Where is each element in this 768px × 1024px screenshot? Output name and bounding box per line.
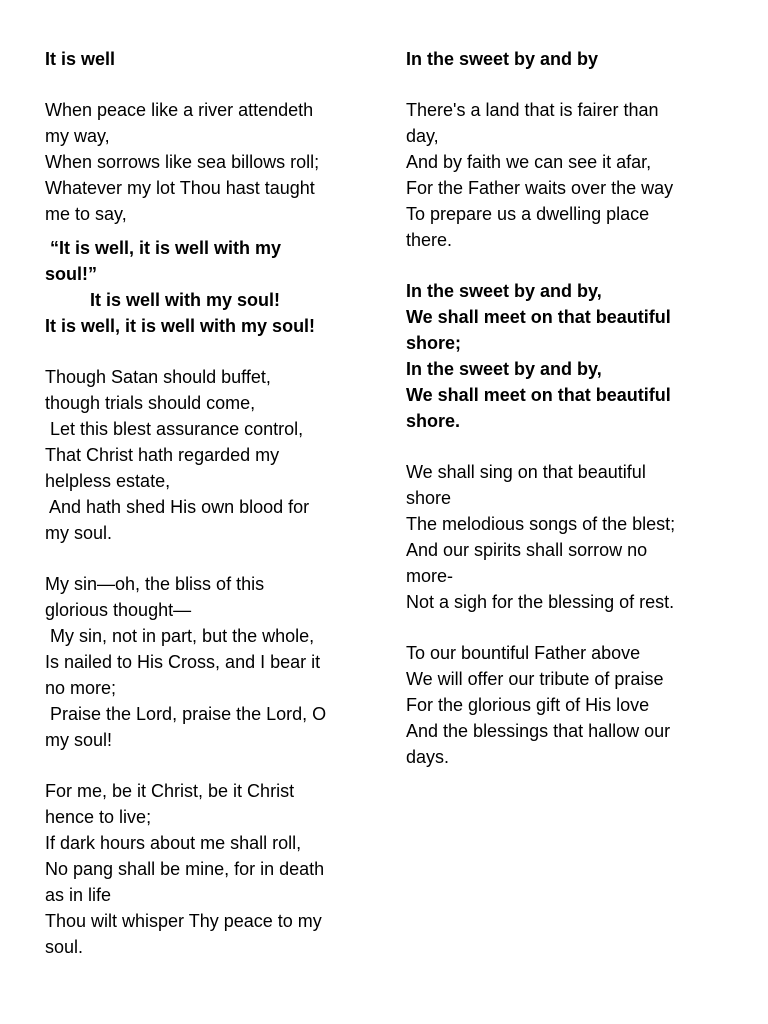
chorus-line: “It is well, it is well with my	[45, 238, 282, 258]
lyric-line: my soul!	[45, 730, 113, 750]
lyric-line: My sin, not in part, but the whole,	[45, 626, 315, 646]
chorus	[406, 278, 726, 434]
lyric-line: Whatever my lot Thou hast taught	[45, 178, 315, 198]
chorus-line: shore.	[406, 411, 461, 431]
lyric-line: day,	[406, 126, 439, 146]
chorus-line: It is well with my soul!	[90, 290, 281, 310]
lyric-line: no more;	[45, 678, 117, 698]
hymn-sweet-by-and-by	[406, 46, 726, 795]
lyric-line: We will offer our tribute of praise	[406, 669, 664, 689]
lyric-line: helpless estate,	[45, 471, 171, 491]
chorus-line: It is well, it is well with my soul!	[45, 316, 316, 336]
verse-2	[406, 459, 726, 615]
lyric-line: Thou wilt whisper Thy peace to my	[45, 911, 322, 931]
lyric-line: my way,	[45, 126, 110, 146]
lyric-line: When sorrows like sea billows roll;	[45, 152, 320, 172]
lyric-line: There's a land that is fairer than	[406, 100, 659, 120]
lyric-line: No pang shall be mine, for in death	[45, 859, 325, 879]
verse-1	[406, 97, 726, 253]
chorus-line: We shall meet on that beautiful	[406, 307, 671, 327]
lyric-line: Not a sigh for the blessing of rest.	[406, 592, 675, 612]
hymn-title: In the sweet by and by	[406, 49, 599, 69]
lyric-line: If dark hours about me shall roll,	[45, 833, 302, 853]
lyric-line: more-	[406, 566, 454, 586]
lyric-line: We shall sing on that beautiful	[406, 462, 646, 482]
chorus	[45, 235, 363, 339]
lyric-line: For me, be it Christ, be it Christ	[45, 781, 295, 801]
lyric-line: And by faith we can see it afar,	[406, 152, 652, 172]
lyric-line: though trials should come,	[45, 393, 256, 413]
lyric-line: Though Satan should buffet,	[45, 367, 271, 387]
hymn-title: It is well	[45, 49, 116, 69]
lyric-line: my soul.	[45, 523, 113, 543]
lyric-line: days.	[406, 747, 450, 767]
lyric-line: Praise the Lord, praise the Lord, O	[45, 704, 327, 724]
lyric-line: me to say,	[45, 204, 127, 224]
chorus-line: shore;	[406, 333, 462, 353]
lyric-line: soul.	[45, 937, 84, 957]
lyric-line: there.	[406, 230, 453, 250]
verse-1	[45, 97, 363, 227]
verse-2	[45, 364, 363, 546]
lyric-line: glorious thought—	[45, 600, 192, 620]
chorus-line: In the sweet by and by,	[406, 281, 602, 301]
lyric-line: shore	[406, 488, 452, 508]
lyric-line: Is nailed to His Cross, and I bear it	[45, 652, 321, 672]
lyric-line: For the glorious gift of His love	[406, 695, 650, 715]
lyric-line: That Christ hath regarded my	[45, 445, 280, 465]
verse-4	[45, 778, 363, 960]
lyric-line: To prepare us a dwelling place	[406, 204, 650, 224]
lyric-line: And the blessings that hallow our	[406, 721, 671, 741]
chorus-line: soul!”	[45, 264, 97, 284]
lyric-line: The melodious songs of the blest;	[406, 514, 676, 534]
lyric-line: For the Father waits over the way	[406, 178, 674, 198]
hymn-it-is-well	[45, 46, 363, 985]
lyric-line: hence to live;	[45, 807, 152, 827]
lyric-line: My sin—oh, the bliss of this	[45, 574, 265, 594]
lyric-line: as in life	[45, 885, 112, 905]
lyric-line: When peace like a river attendeth	[45, 100, 314, 120]
lyric-line: To our bountiful Father above	[406, 643, 641, 663]
chorus-line: We shall meet on that beautiful	[406, 385, 671, 405]
lyric-line: Let this blest assurance control,	[45, 419, 304, 439]
verse-3	[45, 571, 363, 753]
verse-3	[406, 640, 726, 770]
chorus-line: In the sweet by and by,	[406, 359, 602, 379]
lyric-line: And our spirits shall sorrow no	[406, 540, 648, 560]
lyric-line: And hath shed His own blood for	[45, 497, 310, 517]
